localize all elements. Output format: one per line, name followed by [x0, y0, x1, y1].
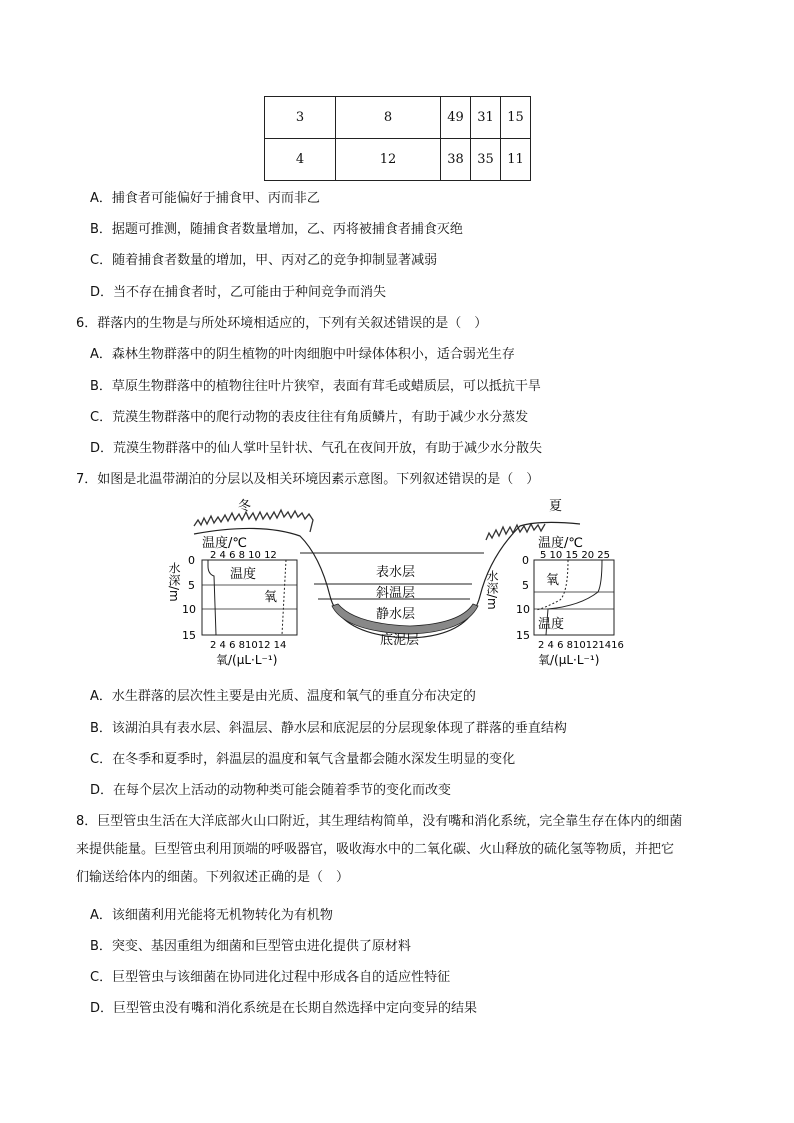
q7-option-b: B．该湖泊具有表水层、斜温层、静水层和底泥层的分层现象体现了群落的垂直结构 — [90, 721, 567, 736]
winter-label: 冬 — [238, 499, 252, 514]
summer-label: 夏 — [549, 499, 563, 514]
q8-stem-line: 们输送给体内的细菌。下列叙述正确的是（ ） — [76, 870, 350, 885]
q7-option-c: C．在冬季和夏季时，斜温层的温度和氧气含量都会随水深发生明显的变化 — [90, 752, 516, 767]
winter-oxygen-curve — [282, 560, 286, 635]
q6-option-d: D．荒漠生物群落中的仙人掌叶呈针状、气孔在夜间开放，有助于减少水分散失 — [90, 441, 543, 456]
table-cell: 4 — [265, 139, 336, 181]
table-cell: 12 — [336, 139, 441, 181]
layer-still-label: 静水层 — [376, 607, 416, 622]
q6-option-c: C．荒漠生物群落中的爬行动物的表皮往往有角质鳞片，有助于减少水分蒸发 — [90, 410, 529, 425]
table-cell: 15 — [501, 97, 531, 139]
q5-option-c: C．随着捕食者数量的增加，甲、丙对乙的竞争抑制显著减弱 — [90, 253, 438, 268]
q6-stem: 6．群落内的生物是与所处环境相适应的，下列有关叙述错误的是（ ） — [76, 316, 488, 331]
summer-temp-label: 温度 — [538, 617, 565, 632]
table-cell: 35 — [471, 139, 501, 181]
q5-option-d: D．当不存在捕食者时，乙可能由于种间竞争而消失 — [90, 285, 387, 300]
table-row — [265, 97, 531, 139]
q6-option-a: A．森林生物群落中的阴生植物的叶肉细胞中叶绿体体积小，适合弱光生存 — [90, 347, 515, 362]
summer-oxygen-ticks: 2 4 6 810121416 — [538, 640, 624, 651]
q7-stem: 7．如图是北温带湖泊的分层以及相关环境因素示意图。下列叙述错误的是（ ） — [76, 472, 540, 487]
q8-option-a: A．该细菌利用光能将无机物转化为有机物 — [90, 908, 333, 923]
winter-oxygen-axis-label: 氧/(μL·L⁻¹) — [216, 653, 278, 667]
table-cell: 3 — [265, 97, 336, 139]
q8-stem-line: 来提供能量。巨型管虫利用顶端的呼吸器官，吸收海水中的二氧化碳、火山释放的硫化氢等物质，并把它 — [76, 842, 675, 857]
winter-temp-ticks: 2 4 6 8 10 12 — [210, 550, 277, 561]
winter-depth-axis-label: 水深/m — [167, 562, 181, 602]
winter-oxygen-label: 氧 — [264, 590, 278, 605]
q8-option-c: C．巨型管虫与该细菌在协同进化过程中形成各自的适应性特征 — [90, 970, 451, 985]
summer-depth-axis-label: 水深/m — [485, 570, 499, 610]
summer-oxygen-label: 氧 — [546, 573, 560, 588]
winter-depth-tick: 10 — [182, 603, 196, 616]
winter-temp-curve — [208, 560, 216, 635]
winter-depth-tick: 0 — [188, 554, 195, 567]
winter-depth-tick: 5 — [188, 579, 195, 592]
table-cell: 49 — [441, 97, 471, 139]
q8-option-d: D．巨型管虫没有嘴和消化系统是在长期自然选择中定向变异的结果 — [90, 1001, 478, 1016]
q5-option-a: A．捕食者可能偏好于捕食甲、丙而非乙 — [90, 191, 320, 206]
table-row — [265, 139, 531, 181]
winter-temp-label: 温度 — [230, 567, 257, 582]
vegetation-right — [486, 524, 545, 540]
summer-depth-tick: 5 — [522, 579, 529, 592]
summer-temp-axis-label: 温度/℃ — [538, 536, 583, 551]
layer-mud-label: 底泥层 — [380, 633, 420, 648]
layer-surface-label: 表水层 — [376, 565, 416, 580]
winter-temp-axis-label: 温度/℃ — [202, 536, 247, 551]
summer-depth-tick: 15 — [516, 629, 530, 642]
summer-oxygen-axis-label: 氧/(μL·L⁻¹) — [538, 653, 600, 667]
table-cell: 11 — [501, 139, 531, 181]
q8-option-b: B．突变、基因重组为细菌和巨型管虫进化提供了原材料 — [90, 939, 411, 954]
table-cell: 31 — [471, 97, 501, 139]
table-cell: 8 — [336, 97, 441, 139]
data-table — [264, 96, 531, 181]
q5-option-b: B．据题可推测，随捕食者数量增加，乙、丙将被捕食者捕食灭绝 — [90, 222, 463, 237]
summer-depth-tick: 0 — [522, 554, 529, 567]
winter-depth-tick: 15 — [182, 629, 196, 642]
winter-oxygen-ticks: 2 4 6 81012 14 — [210, 640, 287, 651]
summer-temp-ticks: 5 10 15 20 25 — [540, 550, 610, 561]
q8-stem-line: 8．巨型管虫生活在大洋底部火山口附近，其生理结构简单，没有嘴和消化系统，完全靠生存在体内的细菌 — [76, 814, 683, 829]
lake-stratification-diagram — [160, 496, 630, 674]
layer-thermocline-label: 斜温层 — [376, 586, 416, 601]
q7-option-d: D．在每个层次上活动的动物种类可能会随着季节的变化而改变 — [90, 783, 452, 798]
summer-depth-tick: 10 — [516, 603, 530, 616]
table-cell: 38 — [441, 139, 471, 181]
q6-option-b: B．草原生物群落中的植物往往叶片狭窄，表面有茸毛或蜡质层，可以抵抗干旱 — [90, 379, 541, 394]
q7-option-a: A．水生群落的层次性主要是由光质、温度和氧气的垂直分布决定的 — [90, 689, 476, 704]
q8-stem — [76, 808, 736, 892]
